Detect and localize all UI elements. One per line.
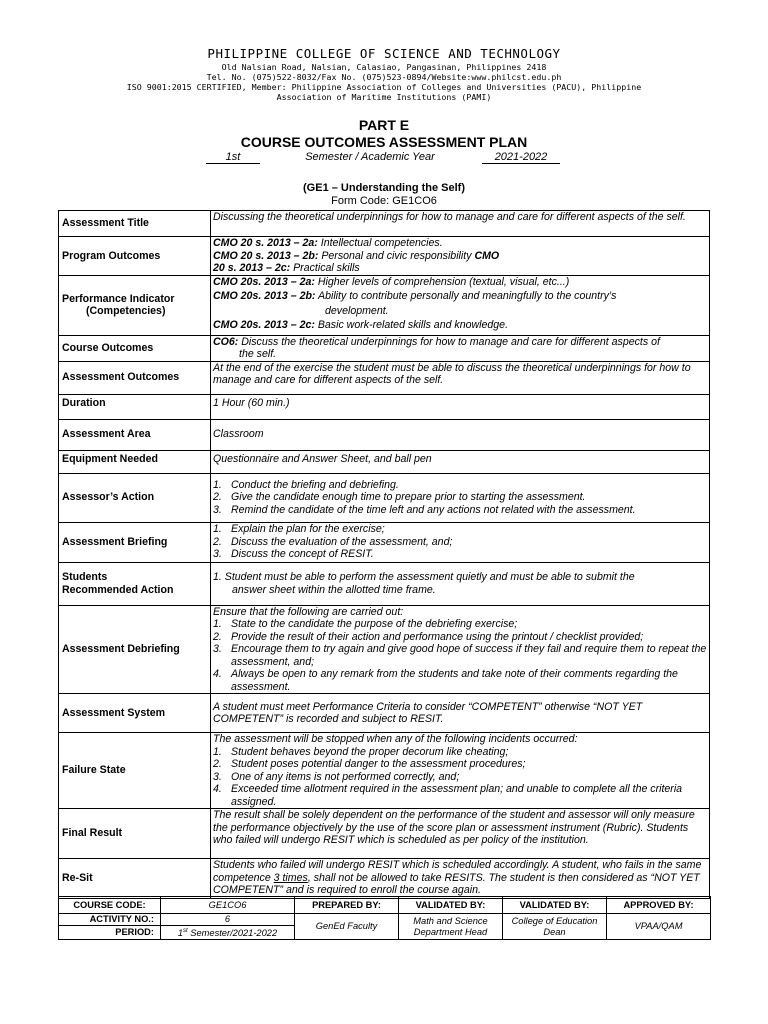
- semester-value: 1st: [206, 151, 260, 164]
- resit-count: 3 times: [273, 871, 308, 884]
- cmo-text: Basic work-related skills and knowledge.: [314, 319, 509, 331]
- table-row: [59, 450, 710, 473]
- list-item: 3. One of any items is not performed correctly, and;: [213, 770, 460, 783]
- institution-accreditation: ISO 9001:2015 CERTIFIED, Member: Philippine Association of Colleges and Universities (PACU), Philippine Association of Maritime Institutions (PAMI): [126, 82, 642, 102]
- cmo-code: CMO 20s. 2013 – 2b:: [213, 290, 316, 302]
- resit-value: [211, 859, 710, 899]
- students-action-line: answer sheet within the allotted time frame.: [232, 583, 436, 596]
- course-outcomes-value: [211, 335, 710, 361]
- row-label: Duration: [59, 394, 211, 419]
- list-item: 2. Provide the result of their action and performance using the printout / checklist provided;: [213, 630, 644, 643]
- assessment-title-value: Discussing the theoretical underpinnings for how to manage and care for different aspects of the self.: [211, 211, 710, 237]
- list-item: 4. Always be open to any remark from the students and take note of their comments regarding the assessment.: [213, 668, 678, 693]
- list-intro: The assessment will be stopped when any of the following incidents occurred:: [213, 733, 578, 745]
- co-code: CO6:: [213, 335, 239, 348]
- table-row: [59, 211, 710, 237]
- course-name: (GE1 – Understanding the Self): [303, 182, 465, 194]
- cmo-code: 20 s. 2013 – 2c:: [213, 262, 291, 274]
- cmo-code: CMO 20s. 2013 – 2a:: [213, 275, 315, 288]
- row-label: Equipment Needed: [59, 450, 211, 473]
- assessment-system-value: A student must meet Performance Criteria to consider “COMPETENT” otherwise “NOT YET COMPETENT” is recorded and subject to RESIT.: [211, 694, 710, 733]
- row-label: [59, 275, 211, 335]
- cmo-code: CMO 20s. 2013 – 2c:: [213, 319, 315, 331]
- duration-value: 1 Hour (60 min.): [211, 394, 710, 419]
- row-label-line: (Competencies): [86, 305, 166, 317]
- final-result-value: The result shall be solely dependent on the performance of the student and assessor will only measure the performance objectively by the use of the score plan or assessment instrument (Rubric). Students who failed will undergo RESIT which is scheduled as per policy of the institution.: [211, 809, 710, 859]
- list-intro: Ensure that the following are carried out:: [213, 605, 404, 618]
- assessment-area-value: Classroom: [211, 419, 710, 450]
- list-item: 2. Student poses potential danger to the assessment procedures;: [213, 758, 526, 770]
- row-label: [59, 562, 211, 605]
- part-title: PART E: [358, 117, 410, 133]
- row-label: Assessment System: [59, 694, 211, 733]
- row-label: Assessor’s Action: [59, 473, 211, 522]
- table-row: [59, 914, 711, 926]
- row-label: Assessment Outcomes: [59, 361, 211, 394]
- cmo-text: Ability to contribute personally and meaningfully to the country’s: [315, 290, 617, 302]
- validated-by-label: VALIDATED BY:: [503, 897, 607, 914]
- semester-label: Semester / Academic Year: [305, 151, 435, 163]
- resit-text: , shall not be allowed to take RESITS. The student is then considered as “NOT YET COMPETENT” and is required to enroll the course again.: [213, 871, 700, 896]
- table-row: [59, 562, 710, 605]
- table-row: [59, 361, 710, 394]
- activity-no-value: 6: [161, 914, 295, 926]
- students-action-value: [211, 562, 710, 605]
- list-item: 2. Discuss the evaluation of the assessment, and;: [213, 535, 453, 548]
- table-row: [59, 859, 710, 899]
- course-code-label: COURSE CODE:: [59, 897, 161, 914]
- prepared-by-label: PREPARED BY:: [295, 897, 399, 914]
- cmo-text: Higher levels of comprehension (textual, visual, etc...): [314, 275, 570, 288]
- form-code: Form Code: GE1CO6: [331, 195, 437, 207]
- row-label: Re-Sit: [59, 859, 211, 899]
- table-row: [59, 605, 710, 694]
- cmo-code: CMO: [474, 249, 500, 262]
- row-label: Assessment Title: [59, 211, 211, 237]
- failure-state-list: [211, 733, 710, 809]
- row-label: Final Result: [59, 809, 211, 859]
- table-row: [59, 473, 710, 522]
- validated-by-value: College of Education Dean: [503, 914, 607, 940]
- cmo-text: development.: [325, 304, 389, 317]
- list-item: 1. Explain the plan for the exercise;: [213, 523, 385, 536]
- list-item: 3. Remind the candidate of the time left and any actions not related with the assessment.: [213, 503, 636, 516]
- assessment-debriefing-list: [211, 605, 710, 694]
- row-label: Program Outcomes: [59, 237, 211, 276]
- signature-table: [58, 896, 711, 940]
- academic-year-value: 2021-2022: [482, 151, 560, 164]
- table-row: [59, 394, 710, 419]
- table-row: [59, 522, 710, 562]
- row-label: Failure State: [59, 733, 211, 809]
- program-outcomes-value: [211, 237, 710, 276]
- approved-by-label: APPROVED BY:: [607, 897, 711, 914]
- list-item: 2. Give the candidate enough time to prepare prior to starting the assessment.: [213, 491, 586, 504]
- activity-no-label: ACTIVITY NO.:: [59, 914, 161, 926]
- table-row: [59, 733, 710, 809]
- students-action-line: 1. Student must be able to perform the assessment quietly and must be able to submit the: [213, 571, 635, 583]
- table-row: [59, 237, 710, 276]
- institution-name: PHILIPPINE COLLEGE OF SCIENCE AND TECHNOLOGY: [207, 46, 561, 61]
- cmo-code: CMO 20 s. 2013 – 2b:: [213, 249, 319, 262]
- table-row: [59, 419, 710, 450]
- cmo-text: Intellectual competencies.: [317, 237, 443, 249]
- row-label-line: Students: [62, 571, 108, 583]
- assessment-briefing-list: [211, 522, 710, 562]
- institution-address: Old Nalsian Road, Nalsian, Calasiao, Pangasinan, Philippines 2418: [221, 62, 547, 72]
- row-label: Assessment Area: [59, 419, 211, 450]
- cmo-text: Practical skills: [290, 262, 360, 274]
- assessment-plan-table: [58, 210, 710, 899]
- equipment-value: Questionnaire and Answer Sheet, and ball pen: [211, 450, 710, 473]
- co-text: the self.: [239, 348, 277, 360]
- resit-text: Students who failed will undergo RESIT which is scheduled accordingly. A student, who fails in the same competence: [213, 859, 702, 884]
- row-label-line: Recommended Action: [62, 583, 174, 596]
- table-row: [59, 809, 710, 859]
- list-item: 3. Discuss the concept of RESIT.: [213, 548, 374, 561]
- list-item: 1. Student behaves beyond the proper decorum like cheating;: [213, 745, 509, 758]
- row-label-line: Performance Indicator: [62, 292, 175, 305]
- list-item: 3. Encourage them to try again and give good hope of success if they fail and require them to repeat the assessment, and;: [213, 643, 707, 668]
- list-item: 1. State to the candidate the purpose of the debriefing exercise;: [213, 618, 518, 630]
- co-text: Discuss the theoretical underpinnings for how to manage and care for different aspects of: [238, 335, 660, 348]
- validated-by-label: VALIDATED BY:: [399, 897, 503, 914]
- document-title: COURSE OUTCOMES ASSESSMENT PLAN: [240, 134, 528, 150]
- institution-contact: Tel. No. (075)522-8032/Fax No. (075)523-0894/Website:www.philcst.edu.ph: [206, 72, 562, 82]
- cmo-text: Personal and civic responsibility: [318, 249, 475, 262]
- row-label: Assessment Briefing: [59, 522, 211, 562]
- course-code-value: GE1CO6: [161, 897, 295, 914]
- prepared-by-value: GenEd Faculty: [295, 914, 399, 940]
- table-row: [59, 897, 711, 914]
- row-label: Course Outcomes: [59, 335, 211, 361]
- period-value: 1st Semester/2021-2022: [161, 926, 295, 940]
- performance-indicator-value: [211, 275, 710, 335]
- list-item: 1. Conduct the briefing and debriefing.: [213, 478, 399, 491]
- row-label: Assessment Debriefing: [59, 605, 211, 694]
- cmo-code: CMO 20 s. 2013 – 2a:: [213, 237, 318, 249]
- list-item: 4. Exceeded time allotment required in the assessment plan; and unable to complete all the criteria assigned.: [213, 783, 683, 808]
- validated-by-value: Math and Science Department Head: [399, 914, 503, 940]
- table-row: [59, 694, 710, 733]
- semester-line: [0, 151, 768, 167]
- period-label: PERIOD:: [59, 926, 161, 940]
- table-row: [59, 335, 710, 361]
- table-row: [59, 275, 710, 335]
- assessment-outcomes-value: At the end of the exercise the student must be able to discuss the theoretical underpinnings for how to manage and care for different aspects of the self.: [211, 361, 710, 394]
- assessor-action-list: [211, 473, 710, 522]
- approved-by-value: VPAA/QAM: [607, 914, 711, 940]
